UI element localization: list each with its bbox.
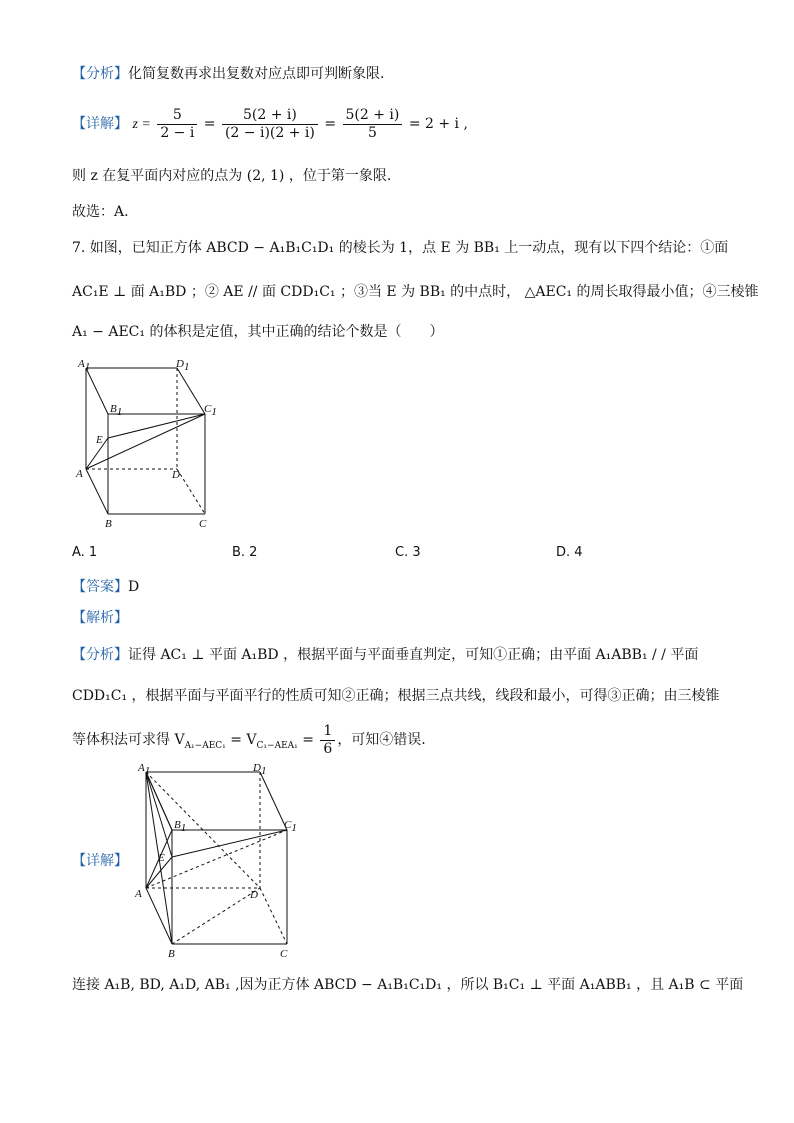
- option-a: A. 1: [72, 545, 98, 560]
- label2-C1: C1: [284, 819, 297, 834]
- label-B1: B1: [110, 403, 123, 418]
- label2-B1: B1: [174, 819, 187, 834]
- q6-choice-line: 故选：A.: [72, 204, 129, 220]
- label-A: A: [76, 468, 83, 480]
- q7-analysis-text-1: 证得 AC₁ ⊥ 平面 A₁BD ，根据平面与平面垂直判定，可知①正确；由平面 A₁ABB₁ / / 平面: [128, 647, 699, 663]
- label-E: E: [96, 434, 103, 446]
- analysis-tag: 【分析】: [72, 66, 128, 82]
- option-d: D. 4: [556, 545, 583, 560]
- q6-detail-line: 【详解】 z = $\frac{5}{2 - i}$ = $\frac{5(2 + i)}{(2 - i)(2 + i)}$ = $\frac{5(2 + i)}{5}$ = 2 + i ,: [72, 106, 468, 141]
- label-B: B: [105, 518, 112, 530]
- option-c: C. 3: [395, 545, 421, 560]
- jiexi-line: [72, 608, 128, 628]
- label-D1: D1: [176, 358, 190, 373]
- label2-A1: A1: [138, 762, 151, 777]
- label2-B: B: [168, 948, 175, 960]
- q7-line-3: A₁ − AEC₁ 的体积是定值，其中正确的结论个数是（ ）: [72, 324, 444, 340]
- z-result: = 2 + i ,: [408, 116, 468, 132]
- q7-detail-tag-line: [72, 851, 128, 871]
- label-C: C: [199, 518, 207, 530]
- option-b: B. 2: [232, 545, 258, 560]
- q7-connect-line: 连接 A₁B, BD, A₁D, AB₁ ,因为正方体 ABCD − A₁B₁C₁D₁ ，所以 B₁C₁ ⊥ 平面 A₁ABB₁ ，且 A₁B ⊂ 平面: [72, 977, 744, 993]
- fraction-3: $\frac{5(2 + i)}{5}$: [343, 107, 403, 142]
- z-lhs: z =: [132, 117, 151, 132]
- detail-tag: 【详解】: [72, 116, 128, 132]
- label2-D1: D1: [253, 762, 267, 777]
- q7-analysis-line-2: CDD₁C₁ ，根据平面与平面平行的性质可知②正确；根据三点共线，线段和最小，可得③正确；由三棱锥: [72, 688, 720, 704]
- q7-analysis-line-1: [72, 645, 698, 665]
- fraction-one-sixth: $\frac{1}{6}$: [320, 723, 335, 758]
- cube-figure-2: [130, 760, 305, 960]
- answer-line: [72, 577, 139, 597]
- q7-line-2: AC₁E ⊥ 面 A₁BD ；② AE // 面 CDD₁C₁ ；③当 E 为 BB₁ 的中点时， △AEC₁ 的周长取得最小值；④三棱锥: [72, 284, 759, 300]
- label2-D: D: [250, 889, 258, 901]
- jiexi-tag: 【解析】: [72, 610, 128, 626]
- q7-line-1: 7. 如图，已知正方体 ABCD − A₁B₁C₁D₁ 的棱长为 1，点 E 为 BB₁ 上一动点，现有以下四个结论：①面: [72, 240, 729, 256]
- analysis-text: 化简复数再求出复数对应点即可判断象限.: [128, 66, 385, 82]
- q6-point-line: 则 z 在复平面内对应的点为 (2, 1) ，位于第一象限.: [72, 168, 392, 184]
- label2-C: C: [280, 948, 288, 960]
- cube-figure-1: [72, 356, 222, 531]
- fraction-1: $\frac{5}{2 - i}$: [157, 107, 197, 142]
- q7-analysis-tag: 【分析】: [72, 647, 128, 663]
- q7-analysis-line-3: 等体积法可求得 $V_{A_1-AEC_1} = V_{C_1-AEA_1}$ = $\frac{1}{6}$ ，可知④错误.: [72, 722, 426, 757]
- q7-detail-tag: 【详解】: [72, 853, 128, 869]
- label-A1: A1: [78, 358, 91, 373]
- answer-value: D: [128, 579, 140, 595]
- label-D: D: [172, 469, 180, 481]
- label-C1: C1: [204, 403, 217, 418]
- q6-analysis-line: [72, 64, 384, 84]
- label2-E: E: [158, 852, 165, 864]
- answer-tag: 【答案】: [72, 579, 128, 595]
- fraction-2: $\frac{5(2 + i)}{(2 - i)(2 + i)}$: [222, 107, 318, 142]
- label2-A: A: [135, 888, 142, 900]
